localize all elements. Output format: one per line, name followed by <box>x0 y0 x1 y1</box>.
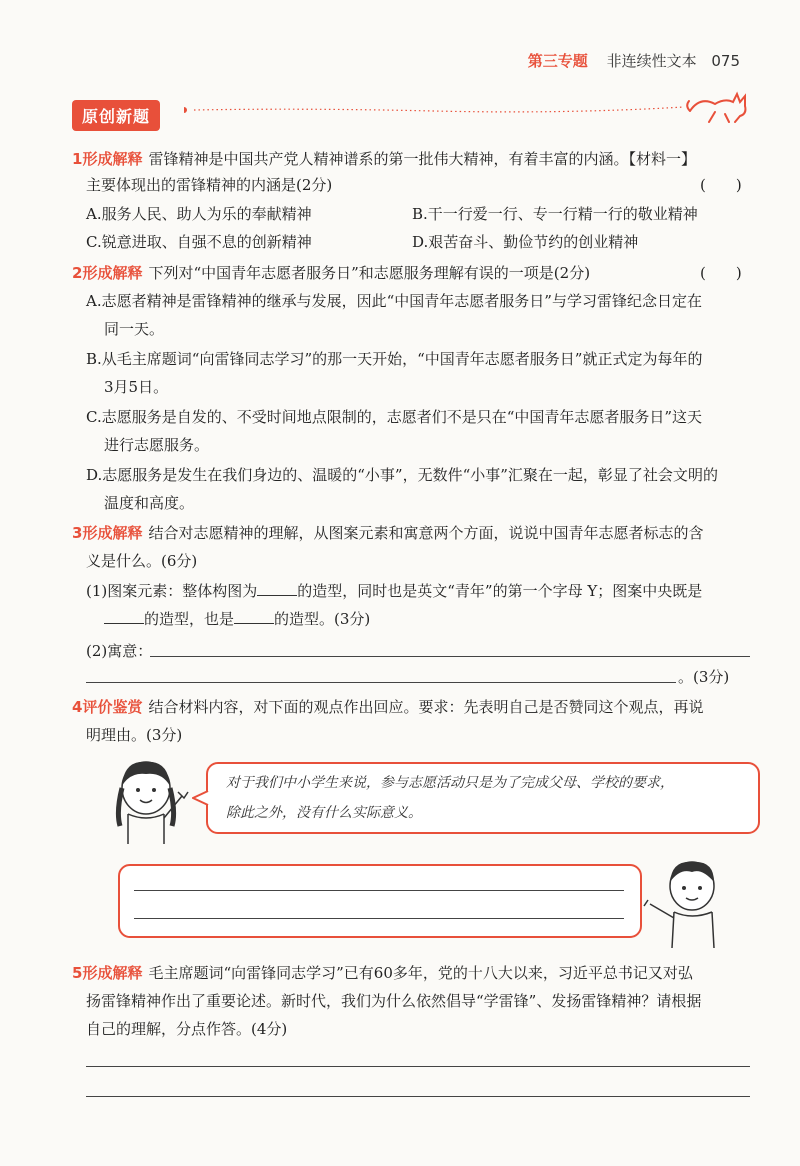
q3-part1-a: (1)图案元素：整体构图为 <box>86 582 258 600</box>
q1-answer-paren[interactable]: ( ) <box>700 176 742 194</box>
q2-option-b2: 3月5日。 <box>104 378 169 396</box>
q4-answer-line-1[interactable] <box>134 890 624 891</box>
q4-number: 4 <box>72 698 83 716</box>
q3-part1-b: 的造型，同时也是英文“青年”的第一个字母 Y；图案中央既是 <box>297 582 703 600</box>
q5-answer-line-2[interactable] <box>86 1096 750 1097</box>
q3-part1-line1 <box>86 580 702 601</box>
q4-answer-line-2[interactable] <box>134 918 624 919</box>
q4-text1: 结合材料内容，对下面的观点作出回应。要求：先表明自己是否赞同这个观点，再说 <box>148 698 704 716</box>
response-bubble[interactable] <box>118 864 642 938</box>
q5-stem-line1 <box>72 962 693 983</box>
girl-illustration <box>98 752 198 844</box>
q3-blank-2[interactable] <box>104 609 144 624</box>
q4-stem-line1 <box>72 696 703 717</box>
q3-blank-3[interactable] <box>234 609 274 624</box>
q5-answer-line-1[interactable] <box>86 1066 750 1067</box>
q4-type: 评价鉴赏 <box>82 698 143 716</box>
q3-blank-1[interactable] <box>257 581 297 596</box>
q1-option-a: A.服务人民、助人为乐的奉献精神 <box>86 205 312 223</box>
q1-number: 1 <box>72 150 83 168</box>
q2-option-c1: C.志愿服务是自发的、不受时间地点限制的，志愿者们不是只在“中国青年志愿者服务日”这天 <box>86 408 703 426</box>
q5-type: 形成解释 <box>82 964 143 982</box>
q2-option-a2: 同一天。 <box>104 320 165 338</box>
q2-option-d1: D.志愿服务是发生在我们身边的、温暖的“小事”，无数件“小事”汇聚在一起，彰显了社会文明的 <box>86 466 718 484</box>
cat-icon <box>685 86 755 126</box>
q2-option-b1: B.从毛主席题词“向雷锋同志学习”的那一天开始，“中国青年志愿者服务日”就正式定为每年的 <box>86 350 703 368</box>
q2-option-c2: 进行志愿服务。 <box>104 436 210 454</box>
bubble-tail <box>192 790 210 806</box>
opinion-text-1: 对于我们中小学生来说，参与志愿活动只是为了完成父母、学校的要求， <box>226 775 674 791</box>
q1-text1: 雷锋精神是中国共产党人精神谱系的第一批伟大精神，有着丰富的内涵。【材料一】 <box>148 150 696 168</box>
q2-answer-paren[interactable]: ( ) <box>700 264 742 282</box>
q5-stem-line2: 扬雷锋精神作出了重要论述。新时代，我们为什么依然倡导“学雷锋”、发扬雷锋精神？请根据 <box>86 992 702 1010</box>
opinion-text-2: 除此之外，没有什么实际意义。 <box>226 805 422 821</box>
q3-part1-c: 的造型，也是 <box>144 610 235 628</box>
banner-label: 原创新题 <box>72 100 160 131</box>
q2-text: 下列对“中国青年志愿者服务日”和志愿服务理解有误的一项是(2分) <box>148 264 591 282</box>
q5-text1: 毛主席题词“向雷锋同志学习”已有60多年，党的十八大以来，习近平总书记又对弘 <box>148 964 693 982</box>
q3-stem-line1 <box>72 522 703 543</box>
q3-answer-line-2[interactable] <box>86 682 676 683</box>
q1-stem-line1 <box>72 148 696 169</box>
q2-type: 形成解释 <box>82 264 143 282</box>
q4-stem-line2: 明理由。(3分) <box>86 726 183 744</box>
q5-number: 5 <box>72 964 83 982</box>
page-number: 075 <box>711 52 740 70</box>
q5-stem-line3: 自己的理解，分点作答。(4分) <box>86 1020 288 1038</box>
q1-stem-line2: 主要体现出的雷锋精神的内涵是(2分) <box>86 176 333 194</box>
q2-option-d2: 温度和高度。 <box>104 494 195 512</box>
q1-option-c: C.锐意进取、自强不息的创新精神 <box>86 233 312 251</box>
page-header <box>528 50 740 71</box>
q3-type: 形成解释 <box>82 524 143 542</box>
q3-number: 3 <box>72 524 83 542</box>
q1-type: 形成解释 <box>82 150 143 168</box>
boy-illustration <box>640 852 732 948</box>
header-topic: 第三专题 <box>527 52 588 70</box>
q2-number: 2 <box>72 264 83 282</box>
q2-stem <box>72 262 590 283</box>
q3-answer-line-1[interactable] <box>150 656 750 657</box>
q3-part1-line2 <box>104 608 370 629</box>
q3-part1-d: 的造型。(3分) <box>274 610 371 628</box>
q3-part2-label: (2)寓意： <box>86 642 153 660</box>
dotted-divider <box>184 104 684 116</box>
header-section: 非连续性文本 <box>606 52 697 70</box>
q3-stem-line2: 义是什么。(6分) <box>86 552 198 570</box>
q1-option-d: D.艰苦奋斗、勤俭节约的创业精神 <box>412 233 639 251</box>
q1-option-b: B.干一行爱一行、专一行精一行的敬业精神 <box>412 205 698 223</box>
banner <box>72 100 160 131</box>
q2-option-a1: A.志愿者精神是雷锋精神的继承与发展，因此“中国青年志愿者服务日”与学习雷锋纪念日定在 <box>86 292 702 310</box>
q3-part2-end: 。(3分) <box>678 668 730 686</box>
q3-text1: 结合对志愿精神的理解，从图案元素和寓意两个方面，说说中国青年志愿者标志的含 <box>148 524 704 542</box>
